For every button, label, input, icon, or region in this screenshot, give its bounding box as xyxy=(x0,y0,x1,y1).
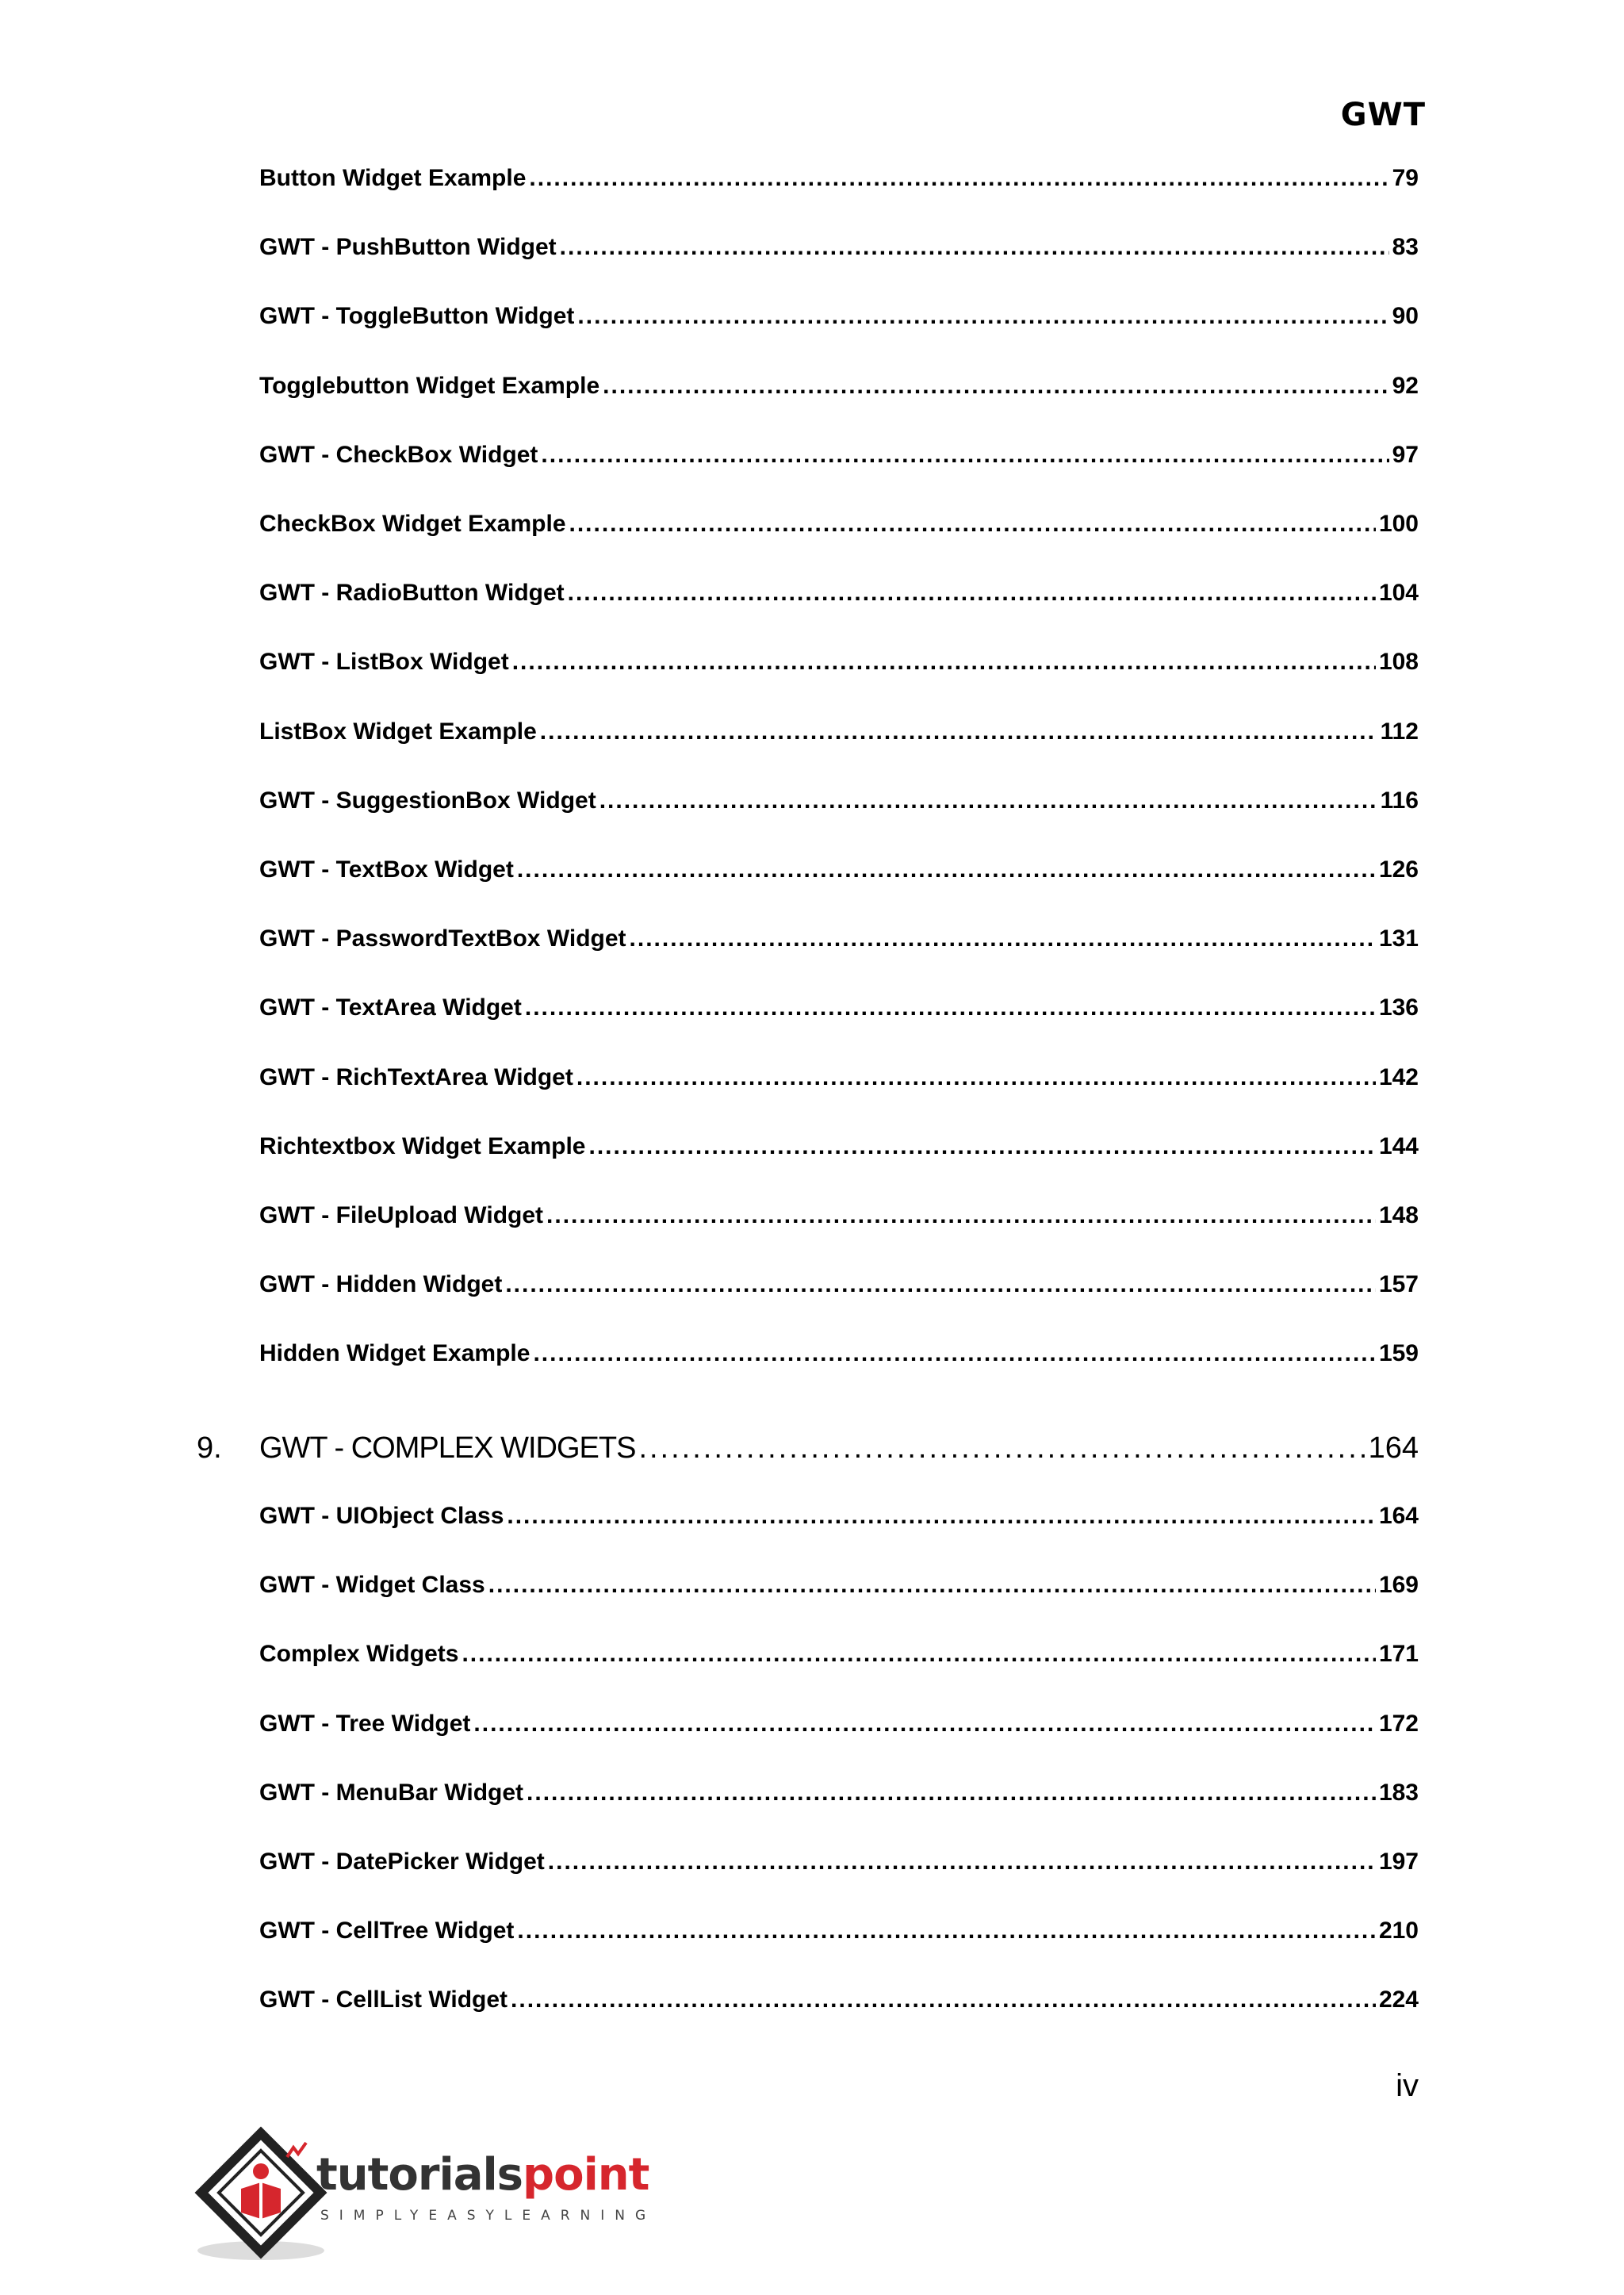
toc-entry-page: 224 xyxy=(1378,1987,1419,2013)
toc-entry-label: GWT - SuggestionBox Widget xyxy=(259,787,596,814)
chapter-title: GWT - COMPLEX WIDGETS xyxy=(259,1431,636,1465)
dot-leader xyxy=(505,1269,1376,1301)
toc-entry-page: 104 xyxy=(1378,580,1419,607)
toc-entry-label: GWT - ListBox Widget xyxy=(259,649,509,676)
toc-entry[interactable] xyxy=(259,923,1419,955)
toc-entry-label: GWT - Widget Class xyxy=(259,1572,485,1599)
toc-entry[interactable] xyxy=(259,301,1419,332)
toc-entry-page: 83 xyxy=(1392,234,1419,261)
toc-entry-page: 90 xyxy=(1392,303,1419,330)
toc-entry-label: Button Widget Example xyxy=(259,165,527,191)
dot-leader xyxy=(540,716,1377,748)
toc-entry-page: 142 xyxy=(1378,1063,1419,1090)
toc-entry-page: 172 xyxy=(1378,1710,1419,1737)
toc-entry-page: 79 xyxy=(1392,165,1419,191)
toc-entry-page: 197 xyxy=(1378,1849,1419,1875)
toc-entry-page: 171 xyxy=(1378,1641,1419,1668)
page-number: iv xyxy=(1396,2068,1419,2103)
toc-entry-page: 97 xyxy=(1392,441,1419,468)
dot-leader xyxy=(527,1777,1376,1809)
chapter-page: 164 xyxy=(1368,1431,1419,1465)
dot-leader xyxy=(517,854,1376,886)
toc-entry[interactable] xyxy=(259,577,1419,609)
dot-leader xyxy=(638,1429,1365,1467)
toc-entry[interactable] xyxy=(259,1984,1419,2016)
toc-entry-page: 144 xyxy=(1378,1132,1419,1159)
toc-entry-page: 108 xyxy=(1378,649,1419,676)
dot-leader xyxy=(512,646,1376,678)
dot-leader xyxy=(588,1131,1375,1163)
toc-entry-label: Complex Widgets xyxy=(259,1641,459,1668)
running-header: GWT xyxy=(1340,97,1426,133)
toc-entry-label: GWT - Hidden Widget xyxy=(259,1271,503,1298)
toc-entry-label: GWT - RichTextArea Widget xyxy=(259,1063,573,1090)
tutorialspoint-logo xyxy=(193,2125,657,2268)
toc-entry-page: 126 xyxy=(1378,856,1419,883)
dot-leader xyxy=(507,1500,1376,1532)
toc-entry-label: GWT - PasswordTextBox Widget xyxy=(259,925,626,952)
toc-entry[interactable] xyxy=(259,1708,1419,1740)
toc-entry[interactable] xyxy=(259,854,1419,886)
dot-leader xyxy=(511,1984,1376,2016)
dot-leader xyxy=(630,923,1376,955)
dot-leader xyxy=(548,1846,1376,1878)
toc-entry-page: 100 xyxy=(1378,511,1419,537)
toc-entry[interactable] xyxy=(259,232,1419,263)
toc-entry-label: GWT - TextArea Widget xyxy=(259,994,522,1021)
toc-entry[interactable] xyxy=(259,1915,1419,1947)
toc-entry-label: ListBox Widget Example xyxy=(259,718,537,745)
dot-leader xyxy=(569,508,1376,540)
dot-leader xyxy=(560,232,1389,263)
toc-entry-label: GWT - CellList Widget xyxy=(259,1987,508,2013)
toc-entry[interactable] xyxy=(259,1777,1419,1809)
toc-entry[interactable] xyxy=(259,992,1419,1024)
toc-entry-page: 164 xyxy=(1378,1503,1419,1529)
toc-entry-label: GWT - TextBox Widget xyxy=(259,856,514,883)
dot-leader xyxy=(533,1338,1375,1370)
logo-tagline: SIMPLYEASYLEARNING xyxy=(320,2208,657,2224)
dot-leader xyxy=(488,1569,1376,1601)
toc-entry-page: 136 xyxy=(1378,994,1419,1021)
toc-entry[interactable] xyxy=(259,508,1419,540)
dot-leader xyxy=(576,1062,1376,1094)
toc-entry-page: 210 xyxy=(1378,1918,1419,1944)
toc-entry[interactable] xyxy=(259,646,1419,678)
toc-entry[interactable] xyxy=(259,716,1419,748)
logo-text-point: point xyxy=(523,2149,649,2201)
dot-leader xyxy=(546,1200,1376,1232)
dot-leader xyxy=(462,1638,1376,1670)
toc-chapter-heading[interactable] xyxy=(197,1429,1419,1467)
toc-entry-label: GWT - PushButton Widget xyxy=(259,234,557,261)
toc-entry[interactable] xyxy=(259,1062,1419,1094)
dot-leader xyxy=(517,1915,1376,1947)
dot-leader xyxy=(568,577,1376,609)
toc-entry[interactable] xyxy=(259,1500,1419,1532)
toc-entry[interactable] xyxy=(259,1269,1419,1301)
toc-entry-label: Richtextbox Widget Example xyxy=(259,1132,586,1159)
dot-leader xyxy=(541,439,1388,471)
dot-leader xyxy=(599,785,1377,817)
logo-text-tutorials: tutorials xyxy=(316,2149,523,2201)
dot-leader xyxy=(529,163,1388,194)
dot-leader xyxy=(473,1708,1376,1740)
toc-entry-label: GWT - ToggleButton Widget xyxy=(259,303,575,330)
toc-entry-label: CheckBox Widget Example xyxy=(259,511,566,537)
toc-entry-page: 159 xyxy=(1378,1340,1419,1367)
toc-entry[interactable] xyxy=(259,1131,1419,1163)
toc-entry[interactable] xyxy=(259,1638,1419,1670)
toc-entry-page: 183 xyxy=(1378,1779,1419,1806)
toc-entry[interactable] xyxy=(259,785,1419,817)
dot-leader xyxy=(577,301,1388,332)
toc-entry-label: GWT - MenuBar Widget xyxy=(259,1779,524,1806)
logo-diamond-icon xyxy=(193,2125,328,2268)
toc-entry-label: GWT - DatePicker Widget xyxy=(259,1849,545,1875)
toc-entry[interactable] xyxy=(259,1846,1419,1878)
toc-entry-page: 116 xyxy=(1380,787,1419,814)
toc-entry[interactable] xyxy=(259,1569,1419,1601)
toc-entry-label: GWT - RadioButton Widget xyxy=(259,580,565,607)
toc-entry-label: GWT - Tree Widget xyxy=(259,1710,471,1737)
toc-entry-page: 157 xyxy=(1378,1271,1419,1298)
chapter-number: 9. xyxy=(197,1431,222,1465)
toc-entry[interactable] xyxy=(259,439,1419,471)
toc-entry-label: Hidden Widget Example xyxy=(259,1340,530,1367)
dot-leader xyxy=(603,370,1388,402)
toc-entry-label: Togglebutton Widget Example xyxy=(259,372,600,399)
toc-entry-page: 148 xyxy=(1378,1202,1419,1228)
toc-entry-page: 92 xyxy=(1392,372,1419,399)
toc-entry-page: 169 xyxy=(1378,1572,1419,1599)
toc-entry-label: GWT - CellTree Widget xyxy=(259,1918,515,1944)
dot-leader xyxy=(525,992,1376,1024)
toc-entry-label: GWT - UIObject Class xyxy=(259,1503,504,1529)
toc-entry-label: GWT - CheckBox Widget xyxy=(259,441,538,468)
toc-entry-page: 131 xyxy=(1378,925,1419,952)
toc-entry[interactable] xyxy=(259,1338,1419,1370)
toc-entry[interactable] xyxy=(259,163,1419,194)
toc-entry-page: 112 xyxy=(1380,718,1419,745)
toc-entry-label: GWT - FileUpload Widget xyxy=(259,1202,544,1228)
toc-entry[interactable] xyxy=(259,370,1419,402)
toc-entry[interactable] xyxy=(259,1200,1419,1232)
